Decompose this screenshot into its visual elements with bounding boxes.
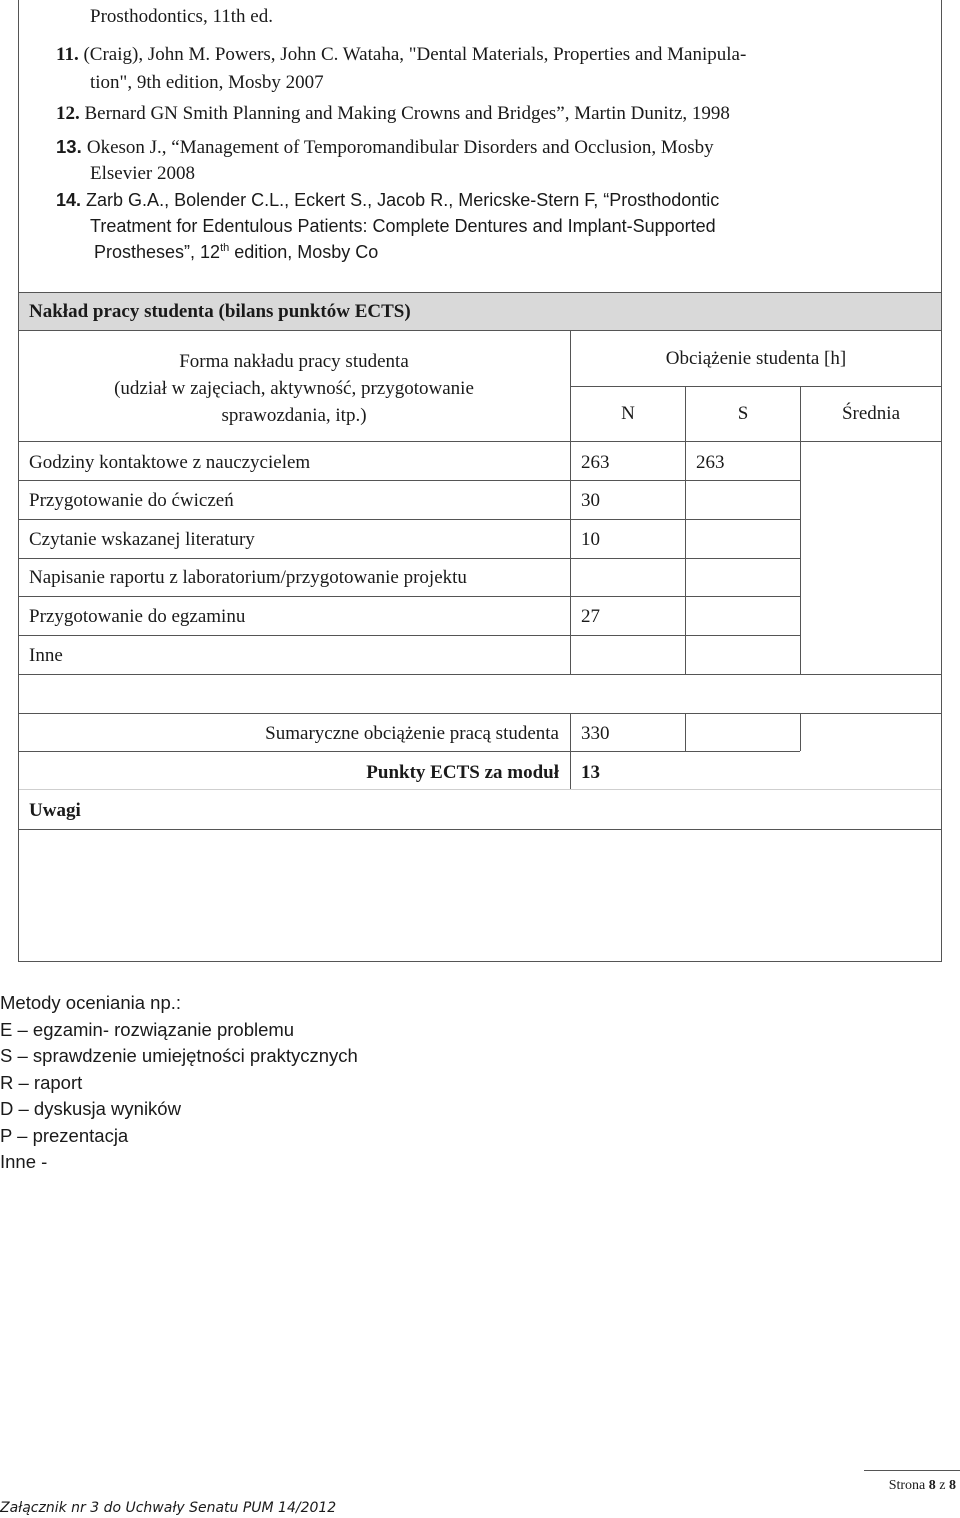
method-item: R – raport xyxy=(0,1071,83,1093)
table-row-n: 10 xyxy=(581,529,600,550)
assessment-methods xyxy=(0,990,358,1176)
methods-title: Metody oceniania np.: xyxy=(0,992,182,1013)
method-item: P – prezentacja xyxy=(0,1124,129,1146)
reference-13: 13. Okeson J., “Management of Temporomandibular Disorders and Occlusion, Mosby xyxy=(56,136,714,158)
col-s-header: S xyxy=(737,403,749,424)
table-row-s: 263 xyxy=(696,452,725,473)
ects-value: 13 xyxy=(581,762,600,783)
reference-continuation: Prosthodontics, 11th ed. xyxy=(90,6,273,27)
table-row-label: Godziny kontaktowe z nauczycielem xyxy=(29,452,311,473)
method-item: D – dyskusja wyników xyxy=(0,1098,181,1119)
table-row-label: Inne xyxy=(29,645,63,666)
method-item: S – sprawdzenie umiejętności praktycznych xyxy=(0,1045,358,1066)
reference-14-cont: Treatment for Edentulous Patients: Complete Dentures and Implant-Supported xyxy=(90,216,716,236)
method-item: E – egzamin- rozwiązanie problemu xyxy=(0,1018,295,1040)
workload-table xyxy=(18,293,942,962)
references-box xyxy=(18,0,942,293)
section-title: Nakład pracy studenta (bilans punktów ECTS) xyxy=(29,301,411,322)
col-n-header: N xyxy=(621,403,635,424)
total-value: 330 xyxy=(581,723,610,744)
remarks-label: Uwagi xyxy=(29,800,81,821)
load-header: Obciążenie studenta [h] xyxy=(665,348,847,369)
table-row-n: 30 xyxy=(581,490,600,511)
table-row-n: 263 xyxy=(581,452,610,473)
col-avg-header: Średnia xyxy=(841,403,901,424)
reference-11: 11. (Craig), John M. Powers, John C. Wataha, "Dental Materials, Properties and Manipula- xyxy=(56,44,747,65)
footer-rule xyxy=(864,1470,960,1471)
table-row-label: Napisanie raportu z laboratorium/przygotowanie projektu xyxy=(29,567,467,588)
page-number: Strona 8 z 8 xyxy=(888,1478,956,1493)
table-row-label: Przygotowanie do egzaminu xyxy=(29,606,246,627)
reference-11-cont: tion", 9th edition, Mosby 2007 xyxy=(90,72,324,93)
footer-attachment-note: Załącznik nr 3 do Uchwały Senatu PUM 14/2012 xyxy=(0,1500,337,1516)
ects-label: Punkty ECTS za moduł xyxy=(366,762,559,783)
method-item: Inne - xyxy=(0,1151,48,1172)
reference-14-cont2: Prostheses”, 12th edition, Mosby Co xyxy=(94,242,379,262)
table-row-n: 27 xyxy=(581,606,600,627)
reference-12: 12. Bernard GN Smith Planning and Making Crowns and Bridges”, Martin Dunitz, 1998 xyxy=(56,103,730,124)
reference-14: 14. Zarb G.A., Bolender C.L., Eckert S., Jacob R., Mericske-Stern F, “Prosthodontic xyxy=(56,190,720,210)
section-header xyxy=(19,293,941,331)
total-label: Sumaryczne obciążenie pracą studenta xyxy=(265,723,559,744)
reference-13-cont: Elsevier 2008 xyxy=(90,163,196,184)
table-row-label: Przygotowanie do ćwiczeń xyxy=(29,490,234,511)
form-header: Forma nakładu pracy studenta (udział w zajęciach, aktywność, przygotowanie sprawozdania, itp.) xyxy=(114,351,474,426)
table-row-label: Czytanie wskazanej literatury xyxy=(29,529,255,550)
